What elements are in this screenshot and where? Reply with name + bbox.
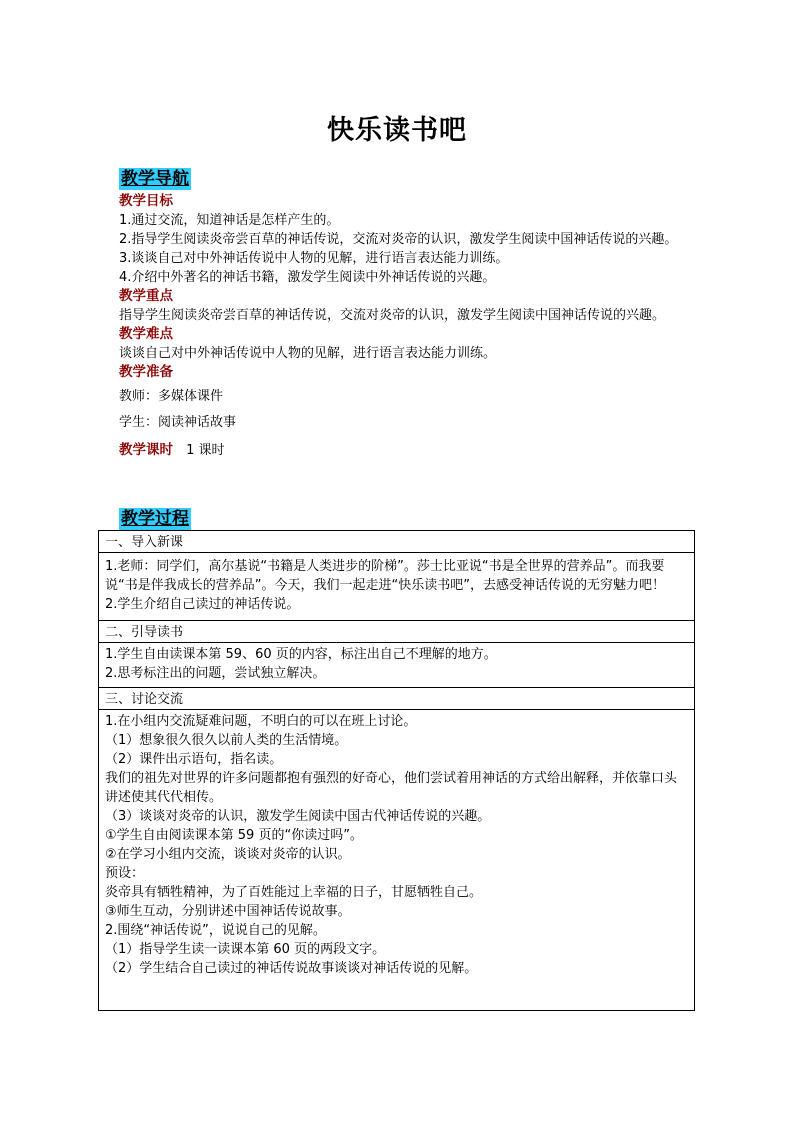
goal-heading: 教学目标: [119, 193, 173, 209]
paragraph: 我们的祖先对世界的许多问题都抱有强烈的好奇心，他们尝试着用神话的方式给出解释，并依靠口头讲述使其代代相传。: [105, 771, 678, 805]
key-heading: 教学重点: [119, 288, 173, 304]
list-item: （3）谈谈对炎帝的认识，激发学生阅读中国古代神话传说的兴趣。: [105, 809, 491, 824]
paragraph: 2.学生介绍自己读过的神话传说。: [105, 597, 300, 612]
paragraph: 2.思考标注出的问题，尝试独立解决。: [105, 666, 326, 681]
teaching-nav-body: [119, 192, 689, 460]
hours-value: 1 课时: [186, 443, 225, 458]
list-item: ③师生互动，分别讲述中国神话传说故事。: [105, 904, 351, 919]
key-text: 指导学生阅读炎帝尝百草的神话传说，交流对炎帝的认识，激发学生阅读中国神话传说的兴趣。: [119, 308, 666, 323]
hours-heading: 教学课时: [119, 442, 173, 458]
list-item: （2）课件出示语句，指名读。: [105, 752, 283, 767]
prep-heading: 教学准备: [119, 364, 173, 380]
teaching-process-section: [119, 508, 191, 530]
list-item: 2.围绕“神话传说”，说说自己的见解。: [105, 923, 326, 938]
prep-teacher: 教师：多媒体课件: [119, 389, 224, 404]
list-item: （1）想象很久很久以前人类的生活情境。: [105, 733, 348, 748]
goal-item: 1.通过交流，知道神话是怎样产生的。: [119, 213, 340, 228]
goal-item: 2.指导学生阅读炎帝尝百草的神话传说，交流对炎帝的认识，激发学生阅读中国神话传说的兴趣。: [119, 232, 678, 247]
list-item: ②在学习小组内交流，谈谈对炎帝的认识。: [105, 847, 351, 862]
difficulty-text: 谈谈自己对中外神话传说中人物的见解，进行语言表达能力训练。: [119, 346, 497, 361]
difficulty-heading: 教学难点: [119, 326, 173, 342]
teaching-nav-heading: 教学导航: [121, 169, 189, 189]
teaching-process-heading: 教学过程: [121, 509, 189, 529]
hours-row: [119, 439, 689, 460]
list-item: 1.在小组内交流疑难问题，不明白的可以在班上讨论。: [105, 714, 417, 729]
list-item: 炎帝具有牺牲精神，为了百姓能过上幸福的日子，甘愿牺牲自己。: [105, 885, 483, 900]
process-table: [98, 530, 695, 1011]
list-item: ①学生自由阅读课本第 59 页的“你读过吗”。: [105, 828, 363, 843]
list-item: （1）指导学生读一读课本第 60 页的两段文字。: [105, 942, 386, 957]
paragraph: 1.老师：同学们，高尔基说“书籍是人类进步的阶梯”。莎士比亚说“书是全世界的营养品”。而我要说“书是伴我成长的营养品”。今天，我们一起走进“快乐读书吧”，去感受神话传说的无穷魅力吧！: [105, 559, 665, 593]
list-item: （2）学生结合自己读过的神话传说故事谈谈对神话传说的见解。: [105, 961, 478, 976]
prep-student: 学生：阅读神话故事: [119, 415, 237, 430]
goal-item: 4.介绍中外著名的神话书籍，激发学生阅读中外神话传说的兴趣。: [119, 270, 496, 285]
list-item: 预设：: [105, 866, 145, 881]
section-title: 二、引导读书: [105, 625, 184, 640]
page-title: 快乐读书吧: [327, 115, 467, 146]
teaching-nav-section: [119, 168, 191, 190]
section-title: 三、讨论交流: [105, 692, 184, 707]
paragraph: 1.学生自由读课本第 59、60 页的内容，标注出自己不理解的地方。: [105, 647, 497, 662]
goal-item: 3.谈谈自己对中外神话传说中人物的见解，进行语言表达能力训练。: [119, 251, 509, 266]
section-title: 一、导入新课: [105, 535, 184, 550]
